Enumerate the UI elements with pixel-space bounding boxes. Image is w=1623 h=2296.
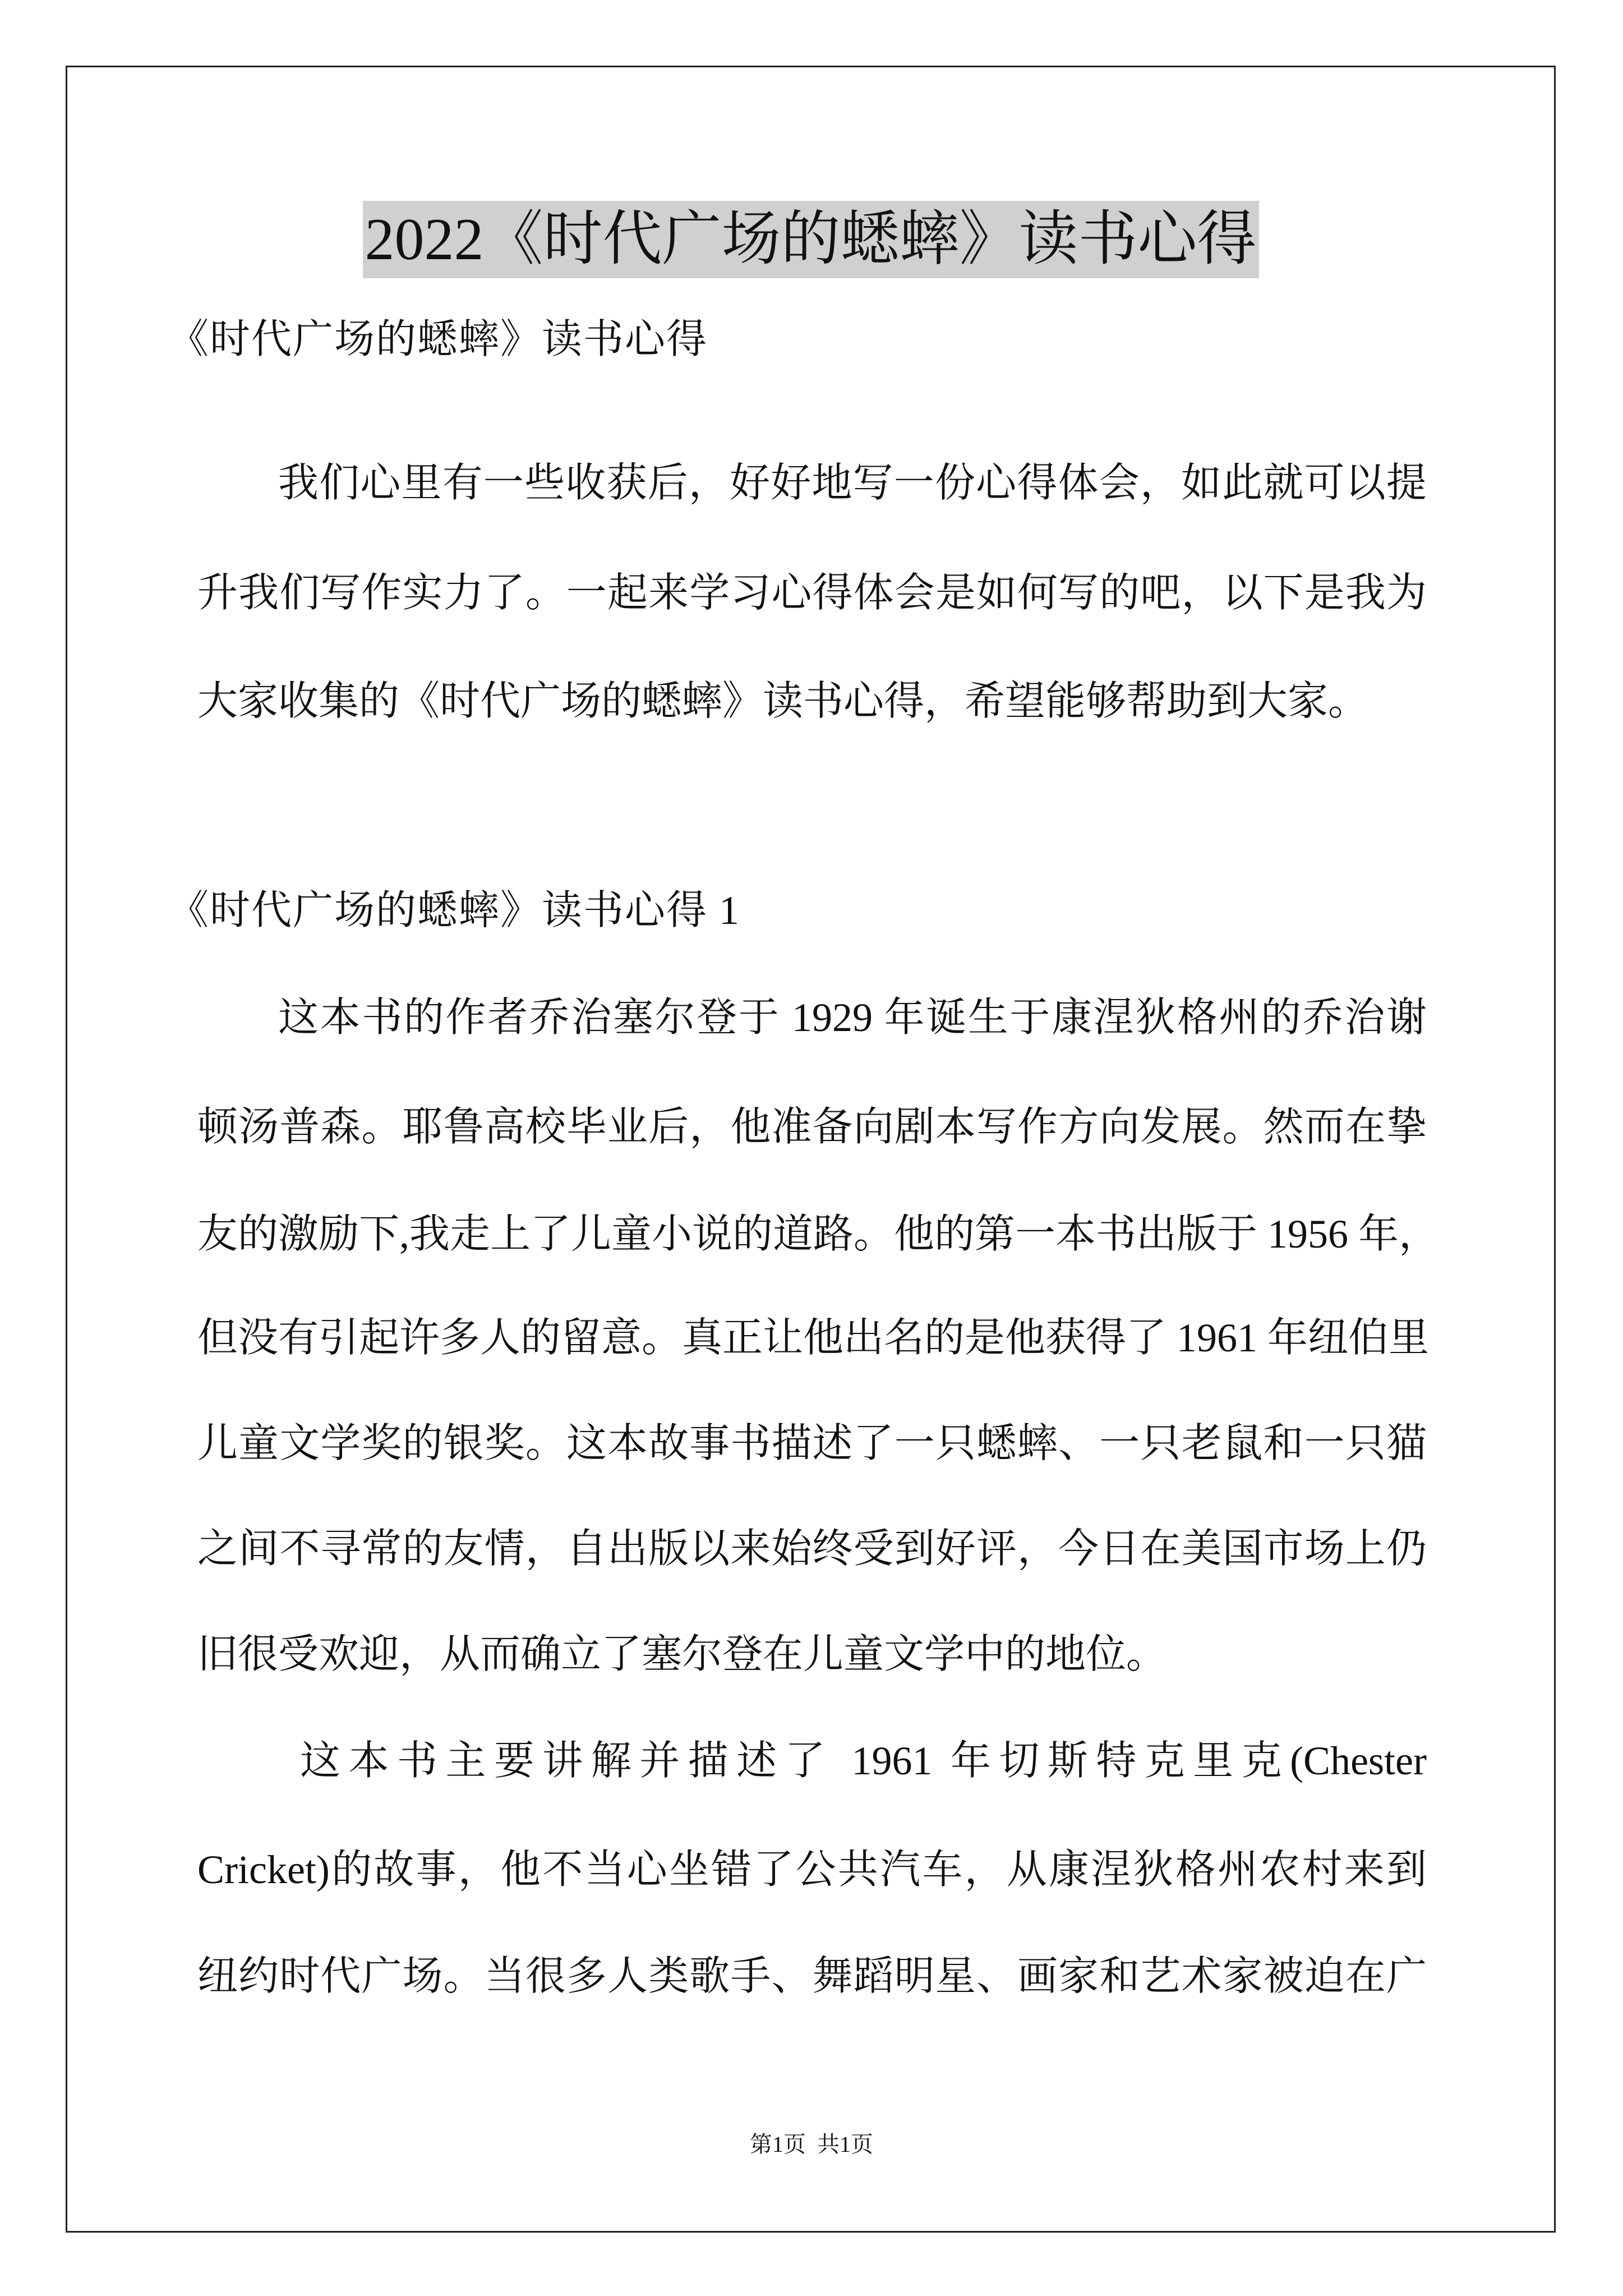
intro-heading: 《时代广场的蟋蟀》读书心得 (168, 317, 708, 362)
paragraph-line: 大家收集的《时代广场的蟋蟀》读书心得，希望能够帮助到大家。 (197, 679, 1369, 724)
paragraph-line: 我们心里有一些收获后，好好地写一份心得体会，如此就可以提 (278, 461, 1427, 505)
paragraph-line: 旧很受欢迎，从而确立了塞尔登在儿童文学中的地位。 (197, 1632, 1167, 1677)
paragraph-line: 但没有引起许多人的留意。真正让他出名的是他获得了 1961 年纽伯里 (197, 1315, 1430, 1360)
title-row (66, 201, 1556, 278)
paragraph-line: 之间不寻常的友情，自出版以来始终受到好评，今日在美国市场上仍 (197, 1526, 1427, 1571)
paragraph-line: 儿童文学奖的银奖。这本故事书描述了一只蟋蟀、一只老鼠和一只猫 (197, 1421, 1427, 1466)
paragraph-line: 顿汤普森。耶鲁高校毕业后，他准备向剧本写作方向发展。然而在挚 (197, 1105, 1427, 1149)
document-title: 2022《时代广场的蟋蟀》读书心得 (363, 201, 1259, 278)
paragraph-line: 这本书主要讲解并描述了 1961 年切斯特克里克(Chester (300, 1738, 1427, 1783)
paragraph-line: 升我们写作实力了。一起来学习心得体会是如何写的吧，以下是我为 (197, 570, 1427, 615)
section-heading: 《时代广场的蟋蟀》读书心得 1 (168, 888, 741, 933)
paragraph-line: 这本书的作者乔治塞尔登于 1929 年诞生于康涅狄格州的乔治谢 (278, 995, 1427, 1040)
paragraph-line: 友的激励下,我走上了儿童小说的道路。他的第一本书出版于 1956 年， (197, 1212, 1440, 1257)
paragraph-line: Cricket)的故事，他不当心坐错了公共汽车，从康涅狄格州农村来到 (197, 1847, 1427, 1892)
page-footer: 第1页 共1页 (750, 2132, 873, 2157)
paragraph-line: 纽约时代广场。当很多人类歌手、舞蹈明星、画家和艺术家被迫在广 (197, 1954, 1427, 1999)
